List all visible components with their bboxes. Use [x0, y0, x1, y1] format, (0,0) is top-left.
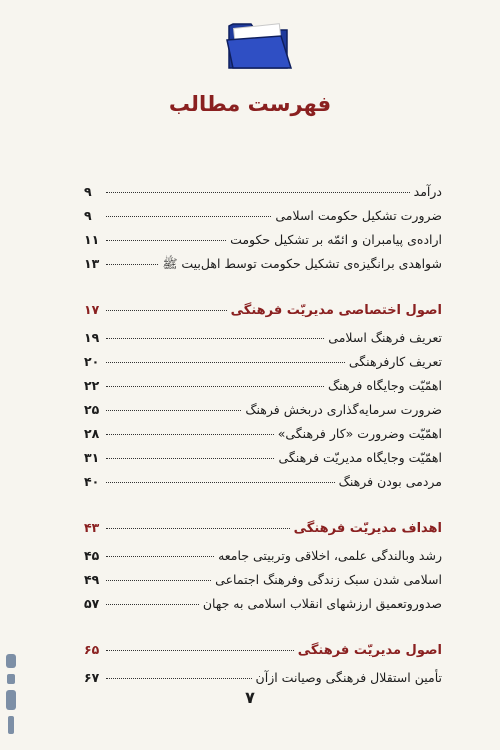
page-title: فهرست مطالب	[168, 92, 332, 116]
toc-entry	[84, 596, 442, 620]
toc-section-heading	[84, 302, 442, 330]
toc-entry	[84, 450, 442, 474]
toc-entry	[84, 378, 442, 402]
toc-entry-title: صدوروتعمیق ارزشهای انقلاب اسلامی به جهان	[202, 596, 442, 611]
page-number: ۷	[245, 688, 255, 707]
toc-entry	[84, 402, 442, 426]
toc-entry-page: ۱۹	[84, 330, 100, 345]
leader-dots	[106, 362, 345, 363]
leader-dots	[106, 216, 271, 217]
toc-section-heading	[84, 520, 442, 548]
toc-entry-title: تعریف فرهنگ اسلامی	[328, 330, 442, 345]
toc-entry-title: درآمد	[413, 184, 442, 199]
toc-entry-title: تأمین استقلال فرهنگی وصیانت ازآن	[255, 670, 442, 685]
toc-heading-title: اصول اختصاصی مدیریّت فرهنگی	[230, 303, 442, 318]
toc-section-principles	[84, 302, 442, 498]
toc-heading-title: اصول مدیریّت فرهنگی	[297, 643, 442, 658]
leader-dots	[106, 556, 214, 557]
toc-section-goals	[84, 520, 442, 620]
toc-entry-title: ضرورت سرمایه‌گذاری دربخش فرهنگ	[245, 402, 442, 417]
toc-entry-title: تعریف کارفرهنگی	[348, 354, 442, 369]
toc-entry-title: اسلامی شدن سبک زندگی وفرهنگ اجتماعی	[215, 572, 442, 587]
leader-dots	[106, 310, 227, 311]
leader-dots	[106, 604, 199, 605]
toc-entry	[84, 354, 442, 378]
toc-entry-page: ۲۰	[84, 354, 100, 369]
toc-entry-page: ۱۳	[84, 256, 100, 271]
toc-entry-page: ۳۱	[84, 450, 100, 465]
leader-dots	[106, 264, 158, 265]
leader-dots	[106, 580, 211, 581]
toc-entry	[84, 208, 442, 232]
toc-entry-page: ۴۰	[84, 474, 100, 489]
toc-entry-title: ضرورت تشکیل حکومت اسلامی	[275, 208, 442, 223]
leader-dots	[106, 410, 241, 411]
toc-entry	[84, 330, 442, 354]
toc-section-intro	[84, 184, 442, 280]
leader-dots	[106, 482, 335, 483]
leader-dots	[106, 338, 324, 339]
leader-dots	[106, 650, 294, 651]
toc-entry-title: اهمّیّت وجایگاه فرهنگ	[327, 378, 442, 393]
toc-heading-page: ۴۳	[84, 520, 100, 535]
toc-entry-title: مردمی بودن فرهنگ	[338, 474, 442, 489]
leader-dots	[106, 386, 324, 387]
toc-entry-page: ۲۲	[84, 378, 100, 393]
toc-section-management-principles	[84, 642, 442, 694]
toc-entry-page: ۴۹	[84, 572, 100, 587]
toc-entry	[84, 474, 442, 498]
toc-entry-page: ۱۱	[84, 232, 100, 247]
toc-entry-title: اهمّیّت وجایگاه مدیریّت فرهنگی	[278, 450, 442, 465]
toc-entry	[84, 572, 442, 596]
leader-dots	[106, 192, 410, 193]
toc-heading-title: اهداف مدیریّت فرهنگی	[293, 521, 442, 536]
leader-dots	[106, 678, 252, 679]
toc-entry	[84, 548, 442, 572]
toc-entry-title: اهمّیّت وضرورت «کار فرهنگی»	[277, 426, 442, 441]
toc-entry	[84, 184, 442, 208]
toc-entry-title: اراده‌ی پیامبران و ائمّه بر تشکیل حکومت	[230, 232, 442, 247]
toc-entry-title: شواهدی برانگیزه‌ی تشکیل حکومت توسط اهل‌بیت ﷺ	[162, 256, 442, 271]
toc-entry-page: ۵۷	[84, 596, 100, 611]
toc-heading-page: ۱۷	[84, 302, 100, 317]
toc-entry	[84, 256, 442, 280]
toc-entry-page: ۹	[84, 208, 92, 223]
toc-entry	[84, 426, 442, 450]
toc-entry-page: ۹	[84, 184, 92, 199]
leader-dots	[106, 528, 290, 529]
toc-entry-page: ۲۵	[84, 402, 100, 417]
toc-section-heading	[84, 642, 442, 670]
leader-dots	[106, 240, 226, 241]
table-of-contents	[84, 184, 442, 716]
toc-entry-title: رشد وبالندگی علمی، اخلاقی وتربیتی جامعه	[218, 548, 442, 563]
toc-entry-page: ۴۵	[84, 548, 100, 563]
toc-heading-page: ۶۵	[84, 642, 100, 657]
toc-entry-page: ۶۷	[84, 670, 100, 685]
toc-entry	[84, 232, 442, 256]
leader-dots	[106, 434, 274, 435]
folder-icon	[225, 16, 295, 72]
toc-entry-page: ۲۸	[84, 426, 100, 441]
leader-dots	[106, 458, 274, 459]
